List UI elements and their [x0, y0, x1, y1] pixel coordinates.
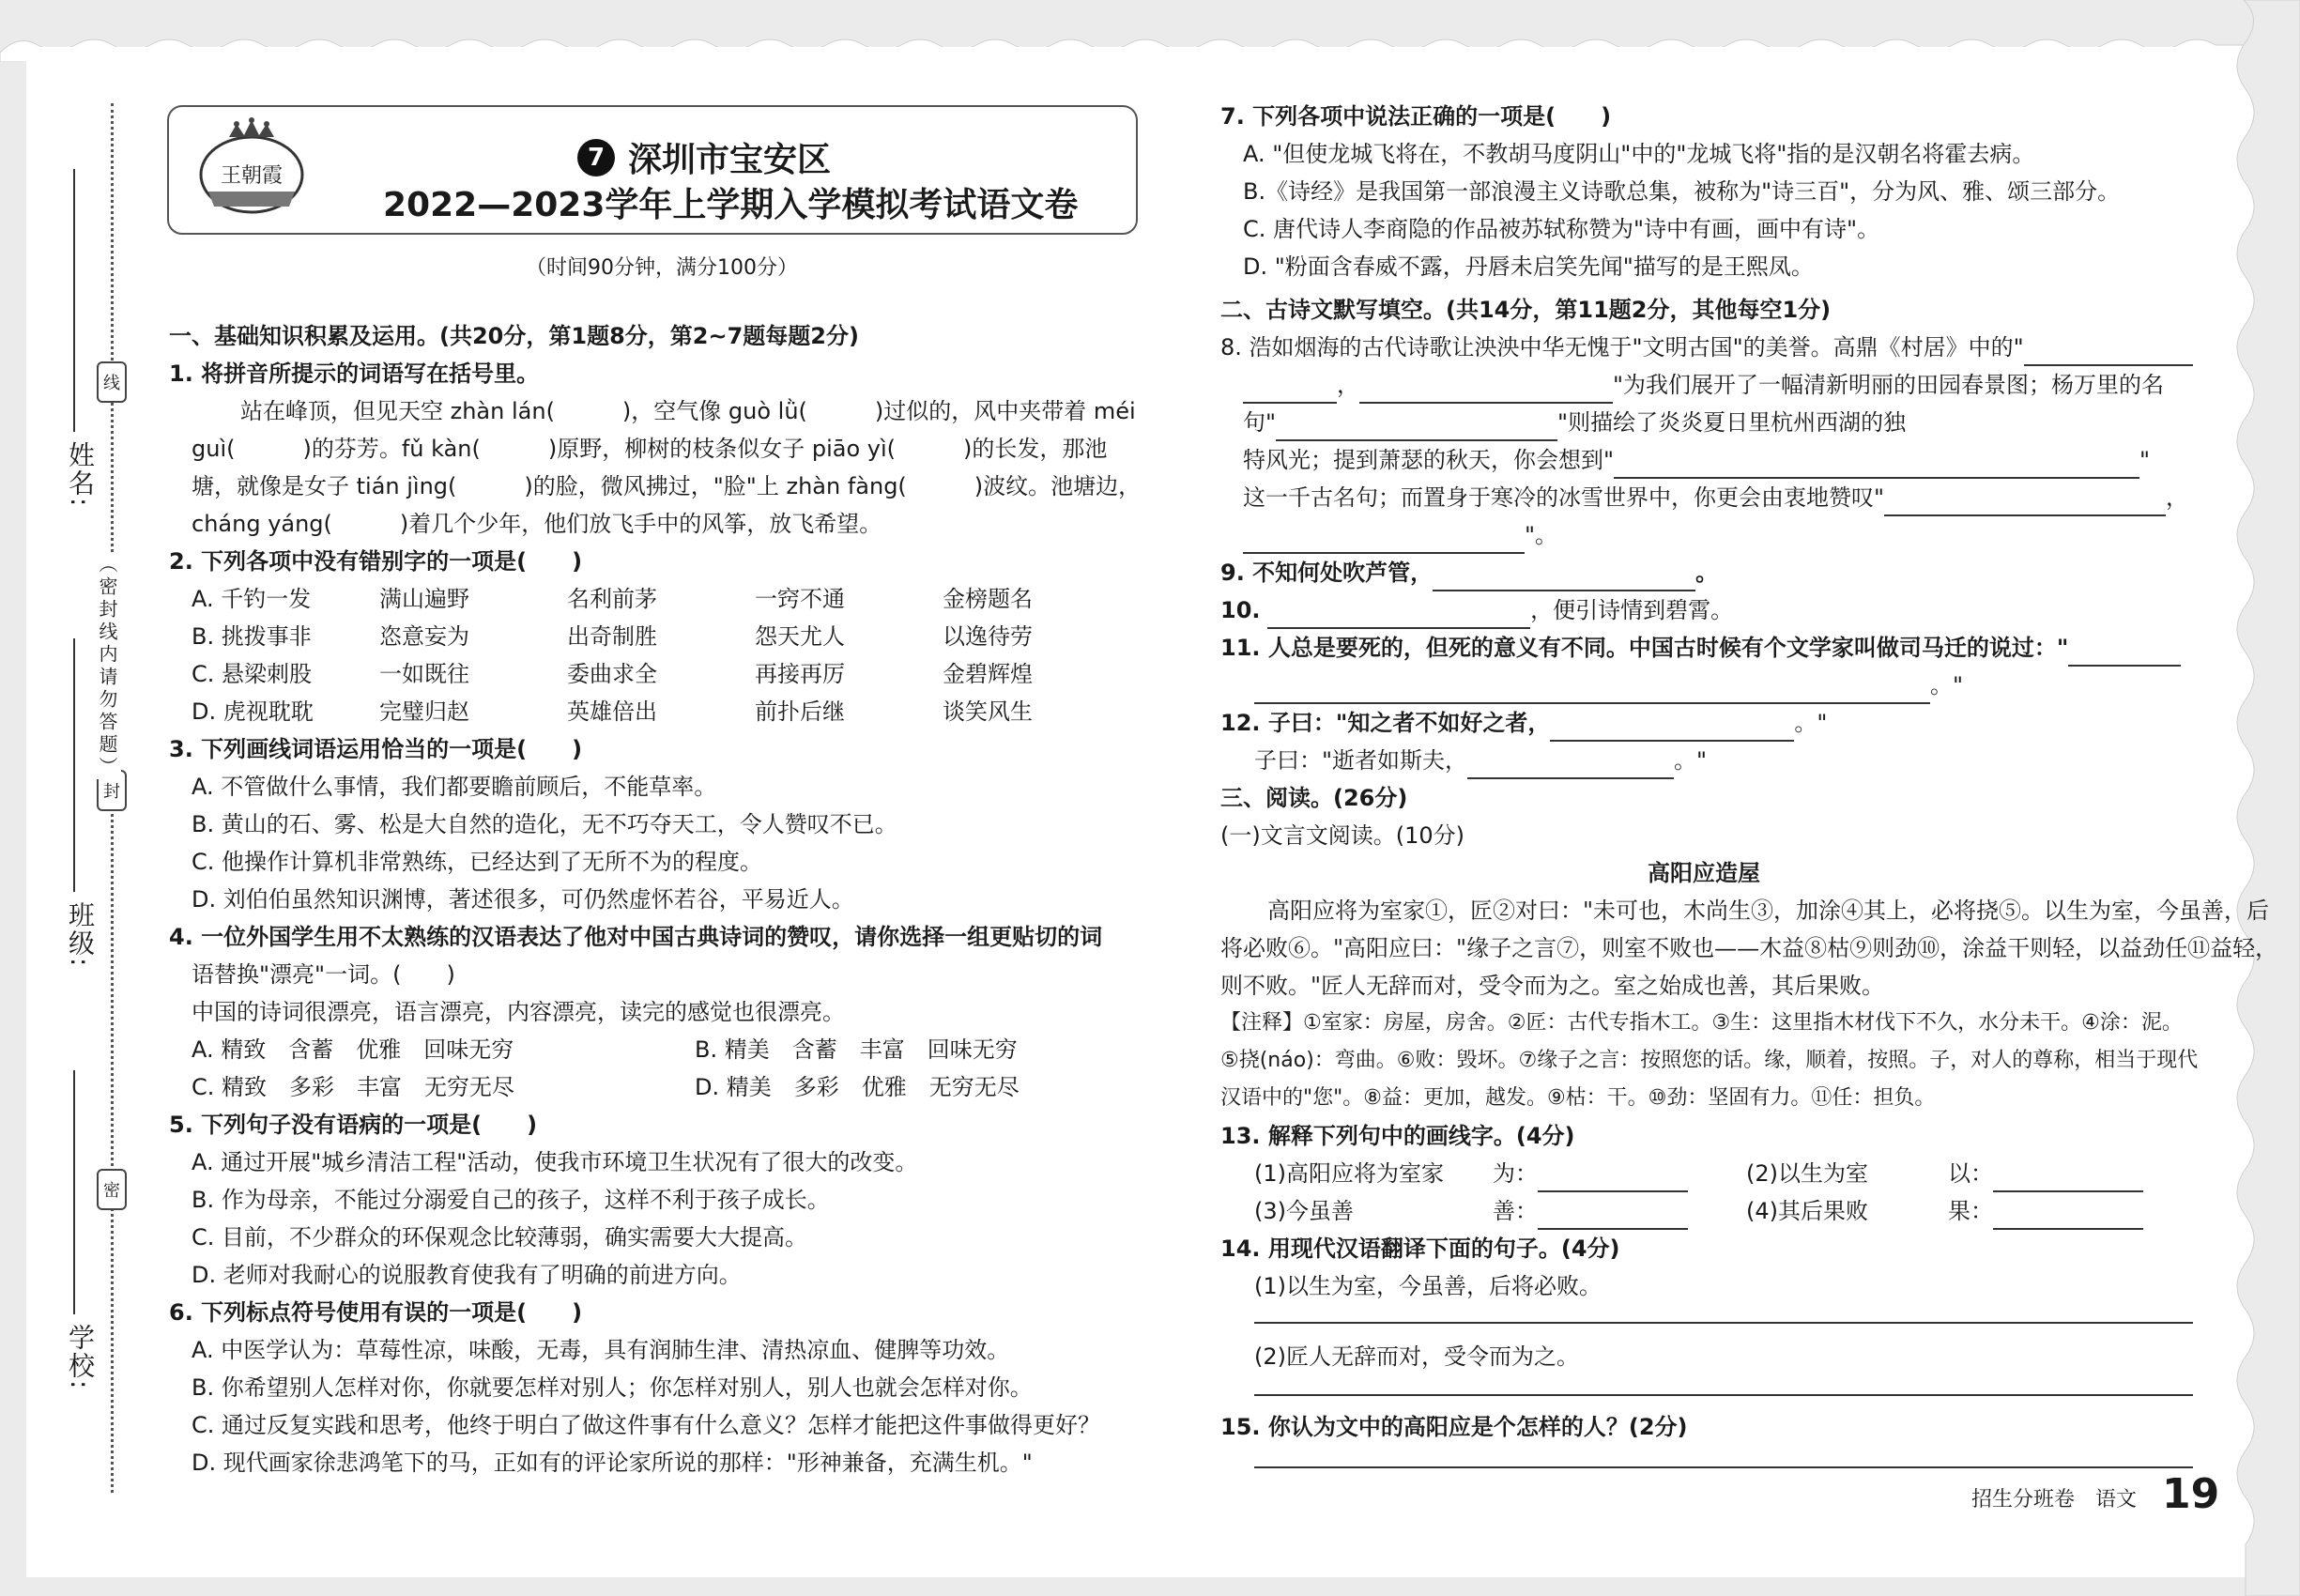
q7-option-a[interactable]: A. "但使龙城飞将在，不教胡马度阴山"中的"龙城飞将"指的是汉朝名将霍去病。	[1243, 141, 2035, 167]
q13-blank-2[interactable]	[1993, 1164, 2143, 1192]
q6-stem: 6. 下列标点符号使用有误的一项是( )	[169, 1299, 583, 1326]
seal-mark-3: 密	[97, 1169, 127, 1210]
q5-option-d[interactable]: D. 老师对我耐心的说服教育使我有了明确的前进方向。	[192, 1262, 742, 1288]
exam-region	[577, 133, 831, 181]
passage-line-3: 则不败。"匠人无辞而对，受令而为之。室之始成也善，其后果败。	[1220, 973, 1885, 999]
q6-option-c[interactable]: C. 通过反复实践和思考，他终于明白了做这件事有什么意义？怎样才能把这件事做得更好？	[192, 1412, 1101, 1438]
q10-blank[interactable]	[1267, 601, 1530, 629]
q2-c-5: 金碧辉煌	[943, 661, 1033, 687]
q8-line-3	[1243, 404, 1906, 441]
q2-a-1: A. 千钓一发	[192, 586, 312, 612]
q6-option-d[interactable]: D. 现代画家徐悲鸿笔下的马，正如有的评论家所说的那样："形神兼备，充满生机。"	[192, 1450, 1033, 1476]
q2-c-3: 委曲求全	[567, 661, 657, 687]
publisher-logo	[195, 116, 308, 222]
q3-option-a[interactable]: A. 不管做什么事情，我们都要瞻前顾后，不能草率。	[192, 774, 717, 800]
seal-mark-1: 线	[97, 361, 127, 403]
q2-b-4: 怨天尤人	[755, 623, 845, 650]
q12-line-2	[1254, 742, 1707, 779]
q14-answer-line-2[interactable]	[1254, 1394, 2193, 1396]
q13-key-4-label: 果：	[1948, 1198, 1993, 1224]
q5-option-a[interactable]: A. 通过开展"城乡清洁工程"活动，使我市环境卫生状况有了很大的改变。	[192, 1149, 918, 1175]
q8-text-3a: 句"	[1243, 409, 1277, 436]
q14-stem: 14. 用现代汉语翻译下面的句子。(4分)	[1220, 1235, 1620, 1262]
q2-d-3: 英雄倍出	[567, 698, 657, 725]
q8-text-4a: 特风光；提到萧瑟的秋天，你会想到"	[1243, 447, 1615, 473]
region-name: 深圳市宝安区	[628, 141, 832, 179]
q2-d-5: 谈笑风生	[943, 698, 1033, 725]
q3-option-d[interactable]: D. 刘伯伯虽然知识渊博，著述很多，可仍然虚怀若谷，平易近人。	[192, 886, 854, 913]
q2-stem: 2. 下列各项中没有错别字的一项是( )	[169, 548, 583, 575]
q1-line-1: 站在峰顶，但见天空 zhàn lán( )，空气像 guò lǜ( )过似的，风中夹带着 méi	[240, 398, 1136, 424]
q1-line-3: 塘，就像是女子 tián jìng( )的脸，微风拂过，"脸"上 zhàn fàng( )波纹。池塘边，	[192, 473, 1142, 499]
name-label: 姓名:	[65, 441, 96, 509]
school-label: 学校:	[65, 1324, 96, 1391]
q13-key-4	[1948, 1192, 2143, 1230]
q2-option-b[interactable]	[192, 618, 1130, 655]
q13-blank-3[interactable]	[1538, 1202, 1688, 1230]
q12-line-1	[1220, 704, 1827, 742]
class-label: 班级:	[65, 901, 96, 969]
q1-stem: 1. 将拼音所提示的词语写在括号里。	[169, 361, 540, 387]
q8-line-6	[1243, 516, 1557, 554]
q12-end-1: 。"	[1794, 710, 1828, 736]
q8-text-5a: 这一千古名句；而置身于寒冷的冰雪世界中，你更会由衷地赞叹"	[1243, 484, 1885, 511]
q15-stem: 15. 你认为文中的高阳应是个怎样的人？(2分)	[1220, 1414, 1688, 1440]
q11-line-2	[1254, 667, 1963, 704]
q2-a-4: 一窍不通	[755, 586, 845, 612]
q13-item-4: (4)其后果败	[1746, 1198, 1868, 1224]
q8-blank-4[interactable]	[1276, 413, 1557, 441]
q13-blank-4[interactable]	[1993, 1202, 2143, 1230]
q12-blank-1[interactable]	[1550, 714, 1794, 742]
footer-label: 招生分班卷 语文	[1971, 1488, 2138, 1512]
q2-b-2: 恣意妄为	[379, 623, 469, 650]
q10-number: 10.	[1220, 597, 1261, 623]
q2-c-2: 一如既往	[379, 661, 469, 687]
q2-a-2: 满山遍野	[379, 586, 469, 612]
q11-end: 。"	[1930, 672, 1964, 698]
q8-blank-5[interactable]	[1614, 451, 2139, 479]
q11-text: 11. 人总是要死的，但死的意义有不同。中国古时候有个文学家叫做司马迁的说过："	[1220, 635, 2069, 661]
seal-mark-2: 封	[97, 770, 127, 811]
q7-option-c[interactable]: C. 唐代诗人李商隐的作品被苏轼称赞为"诗中有画，画中有诗"。	[1243, 216, 1880, 242]
q13-item-1: (1)高阳应将为室家	[1254, 1160, 1444, 1187]
q6-option-a[interactable]: A. 中医学认为：草莓性凉，味酸，无毒，具有润肺生津、清热凉血、健脾等功效。	[192, 1337, 1010, 1363]
q9	[1220, 554, 1718, 591]
q8-line-2	[1243, 366, 2164, 404]
q8-text-5b: ，	[2166, 484, 2189, 511]
passage-title: 高阳应造屋	[1648, 860, 1760, 886]
q13-key-1	[1493, 1155, 1688, 1192]
q8-text-3b: "则描绘了炎炎夏日里杭州西湖的独	[1557, 409, 1907, 436]
q14-item-1: (1)以生为室，今虽善，后将必败。	[1254, 1273, 1602, 1299]
q4-option-c[interactable]: C. 精致 多彩 丰富 无穷无尽	[192, 1074, 515, 1100]
q6-option-b[interactable]: B. 你希望别人怎样对你，你就要怎样对别人；你怎样对别人，别人也就会怎样对你。	[192, 1374, 1033, 1401]
q8-blank-2[interactable]	[1243, 376, 1337, 404]
q2-b-5: 以逸待劳	[943, 623, 1033, 650]
q2-a-5: 金榜题名	[943, 586, 1033, 612]
q2-a-3: 名利前茅	[567, 586, 657, 612]
q2-c-4: 再接再厉	[755, 661, 845, 687]
q8-blank-6[interactable]	[1884, 488, 2166, 516]
q8-line-4	[1243, 441, 2150, 479]
notes-line-1: 【注释】①室家：房屋，房舍。②匠：古代专指木工。③生：这里指木材伐下不久，水分未干。④涂：泥。	[1220, 1011, 2183, 1035]
wavy-right-edge	[2225, 0, 2300, 1596]
q13-key-2	[1948, 1155, 2143, 1192]
q8-text-2b: "为我们展开了一幅清新明丽的田园春景图；杨万里的名	[1613, 372, 2165, 398]
q13-key-3	[1493, 1192, 1688, 1230]
name-line	[73, 169, 75, 432]
q8-line-5	[1243, 479, 2188, 516]
q2-d-1: D. 虎视耽耽	[192, 698, 314, 725]
class-line	[73, 638, 75, 892]
q11-line-1	[1220, 629, 2181, 667]
school-line	[73, 1070, 75, 1314]
q12-blank-2[interactable]	[1467, 751, 1674, 779]
q13-stem: 13. 解释下列句中的画线字。(4分)	[1220, 1123, 1575, 1149]
q4-quote: 中国的诗词很漂亮，语言漂亮，内容漂亮，读完的感觉也很漂亮。	[192, 999, 845, 1025]
q9-text: 9. 不知何处吹芦管，	[1220, 560, 1434, 586]
q15-answer-line[interactable]	[1254, 1466, 2193, 1468]
q2-b-1: B. 挑拨事非	[192, 623, 312, 650]
q8-blank-3[interactable]	[1359, 376, 1613, 404]
section-3-heading: 三、阅读。(26分)	[1220, 785, 1408, 811]
exam-title: 2022—2023学年上学期入学模拟考试语文卷	[383, 186, 1079, 224]
q1-line-4: cháng yáng( )着几个少年，他们放飞手中的风筝，放飞希望。	[192, 511, 882, 537]
q4-option-b[interactable]: B. 精美 含蓄 丰富 回味无穷	[695, 1036, 1018, 1063]
q4-option-d[interactable]: D. 精美 多彩 优雅 无穷无尽	[695, 1074, 1020, 1100]
q2-d-4: 前扑后继	[755, 698, 845, 725]
q8-blank-7[interactable]	[1243, 526, 1525, 554]
q2-c-1: C. 悬梁刺股	[192, 661, 313, 687]
q14-answer-line-1[interactable]	[1254, 1322, 2193, 1324]
q13-key-3-label: 善：	[1493, 1198, 1538, 1224]
time-info: （时间90分钟，满分100分）	[526, 256, 798, 280]
section-1-heading: 一、基础知识积累及运用。(共20分，第1题8分，第2~7题每题2分)	[169, 323, 859, 349]
page-number: 19	[2162, 1470, 2220, 1518]
q12-text-1: 12. 子曰："知之者不如好之者，	[1220, 710, 1551, 736]
q8-blank-1[interactable]	[2024, 338, 2193, 366]
q9-end: 。	[1695, 560, 1719, 586]
passage-line-1: 高阳应将为室家①，匠②对曰："未可也，木尚生③，加涂④其上，必将挠⑤。以生为室，今虽善，后	[1267, 898, 2270, 924]
q14-item-2: (2)匠人无辞而对，受令而为之。	[1254, 1343, 1579, 1370]
q4-option-a[interactable]: A. 精致 含蓄 优雅 回味无穷	[192, 1036, 514, 1063]
q5-option-b[interactable]: B. 作为母亲，不能过分溺爱自己的孩子，这样不利于孩子成长。	[192, 1187, 830, 1213]
q8-text-1: 8. 浩如烟海的古代诗歌让泱泱中华无愧于"文明古国"的美誉。高鼎《村居》中的"	[1220, 334, 2024, 361]
passage-line-2: 将必败⑥。"高阳应曰："缘子之言⑦，则室不败也——木益⑧枯⑨则劲⑩，涂益干则轻，以益劲任⑪益轻，	[1220, 935, 2278, 961]
q2-d-2: 完璧归赵	[379, 698, 469, 725]
section-3-1-heading: (一)文言文阅读。(10分)	[1220, 822, 1464, 849]
q11-blank-1[interactable]	[2068, 638, 2181, 667]
q2-option-a[interactable]	[192, 580, 1130, 618]
notes-line-3: 汉语中的"您"。⑧益：更加，越发。⑨枯：干。⑩劲：坚固有力。⑪任：担负。	[1220, 1086, 1936, 1110]
q5-option-c[interactable]: C. 目前，不少群众的环保观念比较薄弱，确实需要大大提高。	[192, 1224, 808, 1251]
q9-blank[interactable]	[1433, 563, 1695, 591]
q13-item-2: (2)以生为室	[1746, 1160, 1868, 1187]
q4-stem-line-2: 语替换"漂亮"一词。( )	[192, 961, 455, 988]
exam-number: 7	[577, 139, 615, 176]
q8-text-6: "。	[1525, 522, 1558, 548]
q2-option-c[interactable]	[192, 655, 1130, 693]
q3-option-b[interactable]: B. 黄山的石、雾、松是大自然的造化，无不巧夺天工，令人赞叹不已。	[192, 811, 897, 837]
q12-text-2: 子曰："逝者如斯夫，	[1254, 747, 1468, 774]
q1-line-2: guì( )的芬芳。fǔ kàn( )原野，柳树的枝条似女子 piāo yì( )的长发，那池	[192, 436, 1108, 462]
q2-option-d[interactable]	[192, 693, 1130, 730]
q2-b-3: 出奇制胜	[567, 623, 657, 650]
q7-stem: 7. 下列各项中说法正确的一项是( )	[1220, 103, 1612, 130]
title-box	[167, 105, 1138, 235]
notes-line-2: ⑤挠(náo)：弯曲。⑥败：毁坏。⑦缘子之言：按照您的话。缘，顺着，按照。子，对人的尊称，相当于现代	[1220, 1049, 2199, 1072]
q13-key-2-label: 以：	[1948, 1160, 1993, 1187]
q7-option-b[interactable]: B.《诗经》是我国第一部浪漫主义诗歌总集，被称为"诗三百"，分为风、雅、颂三部分。	[1243, 178, 2121, 205]
q13-item-3: (3)今虽善	[1254, 1198, 1354, 1224]
q5-stem: 5. 下列句子没有语病的一项是( )	[169, 1112, 538, 1138]
q3-stem: 3. 下列画线词语运用恰当的一项是( )	[169, 736, 583, 762]
q13-key-1-label: 为：	[1493, 1160, 1538, 1187]
q13-blank-1[interactable]	[1538, 1164, 1688, 1192]
q4-stem-line-1: 4. 一位外国学生用不太熟练的汉语表达了他对中国古典诗词的赞叹，请你选择一组更贴切的词	[169, 924, 1103, 950]
q10	[1220, 591, 1733, 629]
seal-note: （密封线内请勿答题）	[94, 554, 121, 779]
section-2-heading: 二、古诗文默写填空。(共14分，第11题2分，其他每空1分)	[1220, 297, 1832, 323]
q8-text-2a: ，	[1337, 372, 1359, 398]
q3-option-c[interactable]: C. 他操作计算机非常熟练，已经达到了无所不为的程度。	[192, 849, 763, 875]
q7-option-d[interactable]: D. "粉面含春威不露，丹唇未启笑先闻"描写的是王熙凤。	[1243, 253, 1814, 280]
q8-line-1	[1220, 329, 2193, 366]
logo-text: 王朝霞	[220, 164, 284, 188]
q10-text: ，便引诗情到碧霄。	[1530, 597, 1734, 623]
q12-end-2: 。"	[1674, 747, 1708, 774]
q11-blank-2[interactable]	[1254, 676, 1930, 704]
q8-text-4b: "	[2139, 447, 2151, 473]
